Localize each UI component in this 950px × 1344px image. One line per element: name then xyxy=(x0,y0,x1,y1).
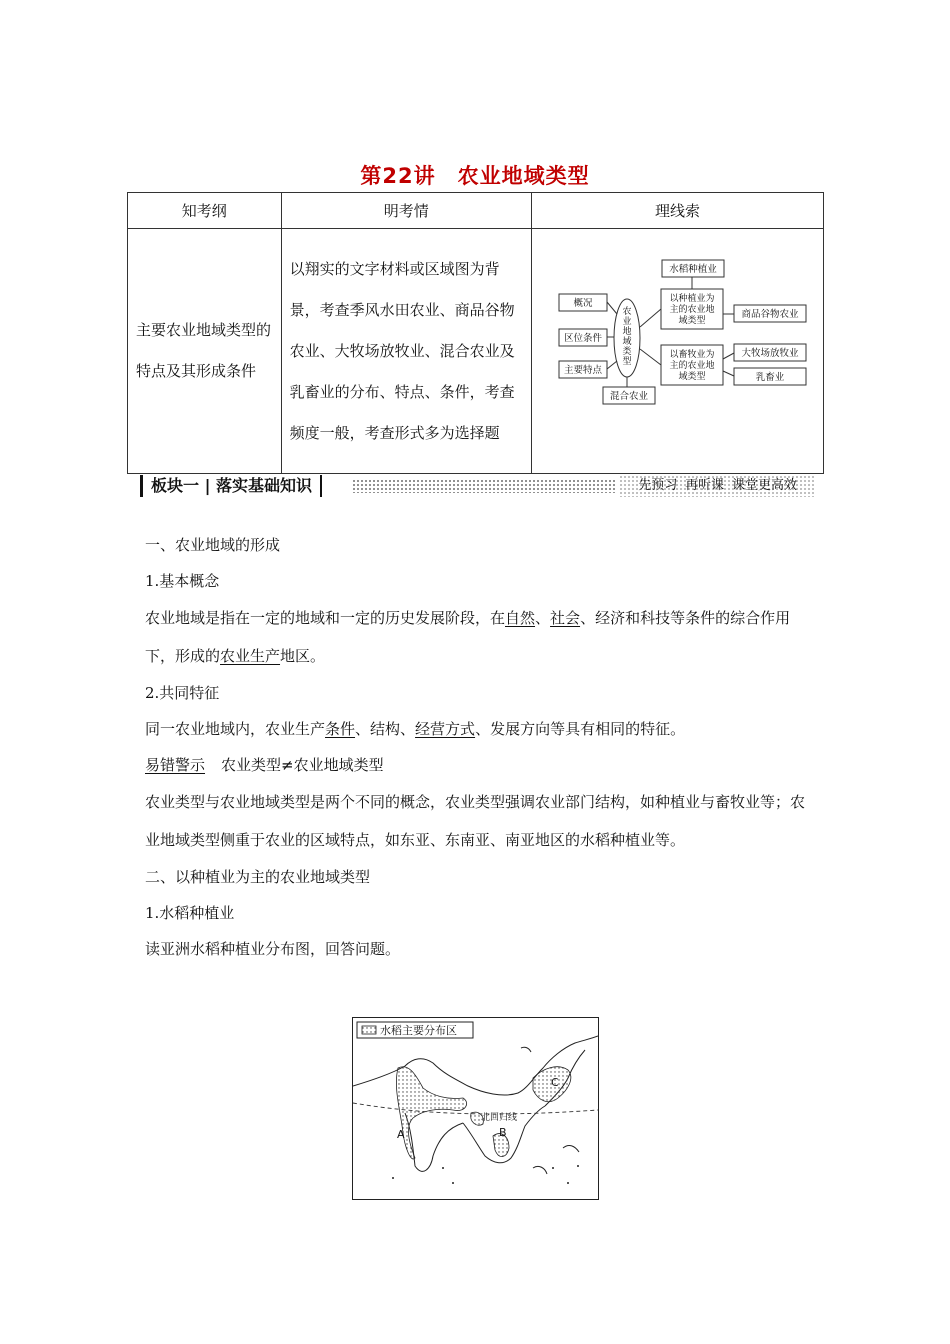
lecture-topic: 农业地域类型 xyxy=(457,164,590,188)
banner-dots xyxy=(352,479,615,493)
exam-cell: 以翔实的文字材料或区域图为背景，考查季风水田农业、商品谷物农业、大牧场放牧业、混合农业及乳畜业的分布、特点、条件，考查频度一般，考查形式多为选择题 xyxy=(281,229,531,474)
map-legend: 水稻主要分布区 xyxy=(380,1024,457,1037)
warning-text: 农业类型≠农业地域类型 xyxy=(221,756,384,774)
subsection-heading: 1.基本概念 xyxy=(145,572,220,590)
section-heading: 一、农业地域的形成 xyxy=(145,536,281,554)
diagram-right-bottom: 乳畜业 xyxy=(755,372,785,383)
subsection-heading: 1.水稻种植业 xyxy=(145,904,235,922)
diagram-right-top: 商品谷物农业 xyxy=(741,309,799,320)
section-banner xyxy=(140,475,815,497)
warning-label: 易错警示 xyxy=(145,756,206,774)
table-header-row xyxy=(128,193,824,229)
rice-distribution-map xyxy=(352,1017,599,1200)
concept-diagram xyxy=(532,229,823,469)
map-label-b: B xyxy=(499,1126,507,1139)
clue-cell xyxy=(531,229,823,474)
overview-table xyxy=(127,192,824,474)
diagram-mid-bottom: 以畜牧业为主的农业地域类型 xyxy=(669,350,715,382)
diagram-right-mid: 大牧场放牧业 xyxy=(741,348,799,359)
diagram-mid-top: 以种植业为主的农业地域类型 xyxy=(669,294,715,326)
table-row xyxy=(128,229,824,474)
lecture-number: 第22讲 xyxy=(360,164,436,188)
underline-answer: 经营方式 xyxy=(415,720,476,738)
section-heading: 二、以种植业为主的农业地域类型 xyxy=(145,868,371,886)
underline-answer: 社会 xyxy=(550,609,581,627)
diagram-top: 水稻种植业 xyxy=(669,264,717,275)
map-label-c: C xyxy=(551,1076,559,1089)
underline-answer: 自然 xyxy=(505,609,536,627)
warning-line xyxy=(145,747,815,783)
feature-paragraph: 同一农业地域内，农业生产条件、结构、经营方式、发展方向等具有相同的特征。 xyxy=(145,720,686,738)
diagram-left-location: 区位条件 xyxy=(563,333,602,344)
concept-paragraph: 农业地域是指在一定的地域和一定的历史发展阶段，在自然、社会、经济和科技等条件的综合作用下，形成的农业生产地区。 xyxy=(145,609,791,665)
page-title xyxy=(0,160,950,190)
underline-answer: 条件 xyxy=(325,720,356,738)
diagram-bottom: 混合农业 xyxy=(609,391,648,402)
header-clue: 理线索 xyxy=(531,193,823,229)
syllabus-cell: 主要农业地域类型的特点及其形成条件 xyxy=(128,229,282,474)
map-label-a: A xyxy=(397,1128,405,1141)
instruction-line: 读亚洲水稻种植业分布图，回答问题。 xyxy=(145,940,401,958)
explanation-paragraph: 农业类型与农业地域类型是两个不同的概念，农业类型强调农业部门结构，如种植业与畜牧业等；农业地域类型侧重于农业的区域特点，如东亚、东南亚、南亚地区的水稻种植业等。 xyxy=(145,793,806,849)
banner-slogan: 先预习 再听课 课堂更高效 xyxy=(619,475,815,497)
diagram-center: 农业地域类型 xyxy=(622,307,632,367)
content-body xyxy=(145,527,815,967)
tropic-label: 北回归线 xyxy=(481,1113,518,1123)
diagram-left-overview: 概况 xyxy=(573,298,593,309)
diagram-left-features: 主要特点 xyxy=(563,365,602,376)
underline-answer: 农业生产 xyxy=(220,647,281,665)
banner-label: 板块一 | 落实基础知识 xyxy=(140,475,322,497)
subsection-heading: 2.共同特征 xyxy=(145,684,220,702)
header-syllabus: 知考纲 xyxy=(128,193,282,229)
header-exam: 明考情 xyxy=(281,193,531,229)
